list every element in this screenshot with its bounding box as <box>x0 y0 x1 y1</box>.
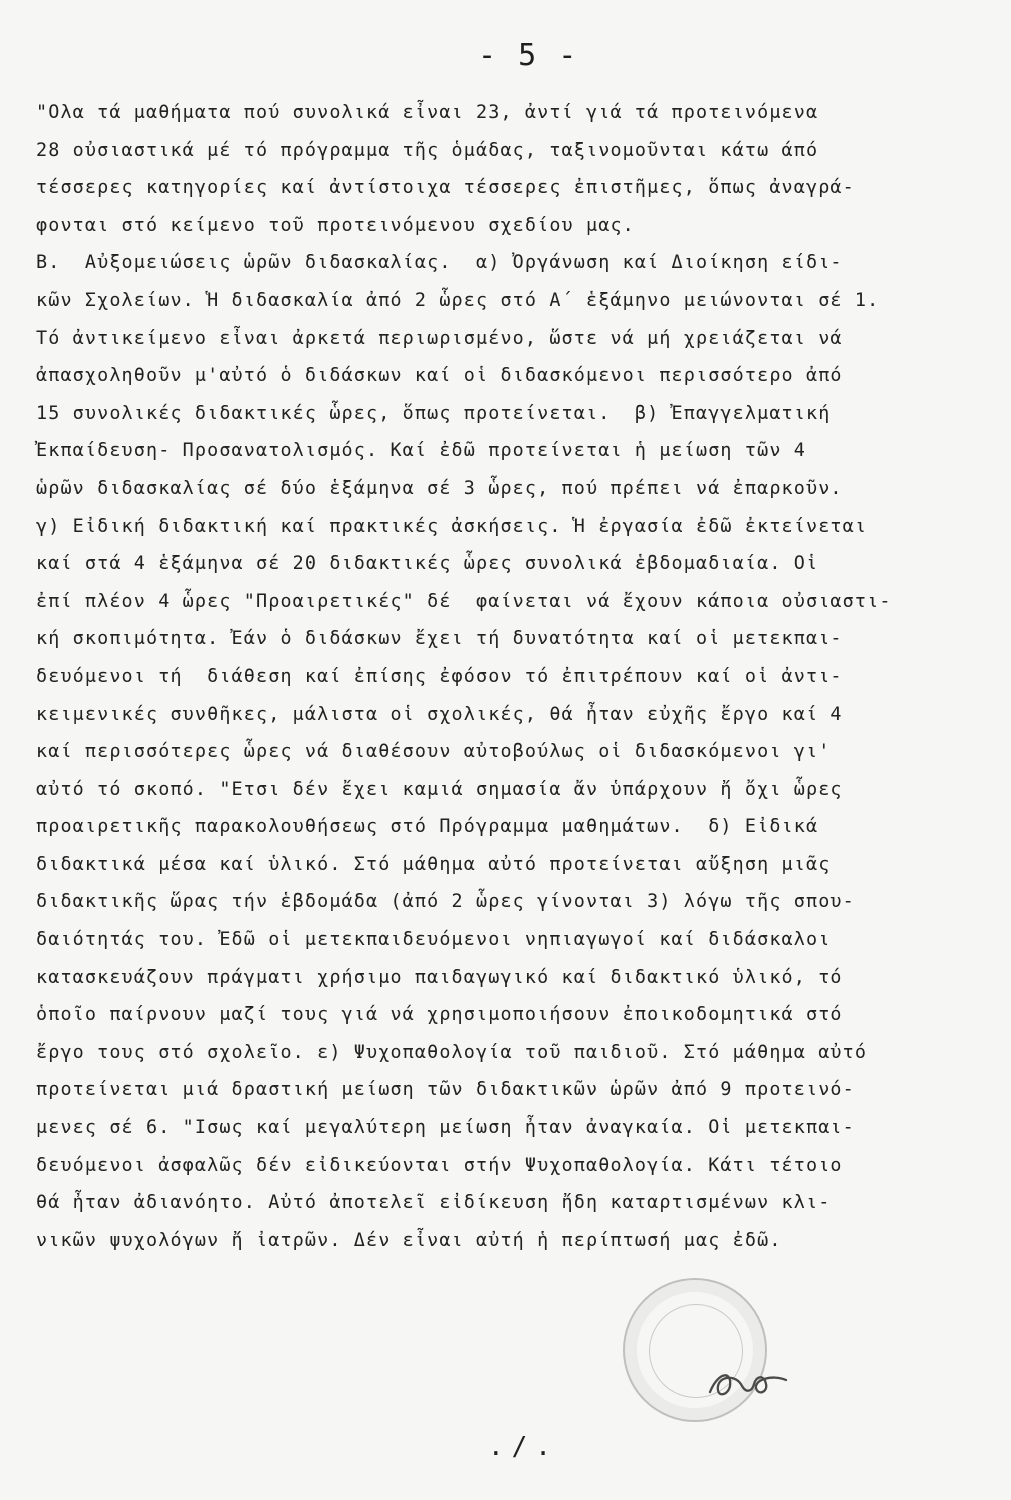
text-line: κῶν Σχολείων. Ἡ διδασκαλία ἀπό 2 ὧρες στό Α΄ ἑξάμηνο μειώνονται σέ 1. <box>36 289 880 311</box>
text-line: κατασκευάζουν πράγματι χρήσιμο παιδαγωγικό καί διδακτικό ὑλικό, τό <box>36 966 843 988</box>
text-line: ἀπασχοληθοῦν μ'αὐτό ὁ διδάσκων καί οἱ διδασκόμενοι περισσότερο ἀπό <box>36 365 843 387</box>
text-line: μενες σέ 6. "Ισως καί μεγαλύτερη μείωση ἦταν ἀναγκαία. Οἱ μετεκπαι- <box>36 1117 855 1139</box>
text-line: φονται στό κείμενο τοῦ προτεινόμενου σχεδίου μας. <box>36 214 635 236</box>
text-line: διδακτικῆς ὥρας τήν ἑβδομάδα (ἀπό 2 ὧρες γίνονται 3) λόγω τῆς σπου- <box>36 891 855 913</box>
text-line: 15 συνολικές διδακτικές ὧρες, ὅπως προτείνεται. β) Ἐπαγγελματική <box>36 402 831 424</box>
text-line: προαιρετικῆς παρακολουθήσεως στό Πρόγραμμα μαθημάτων. δ) Εἰδικά <box>36 816 819 838</box>
text-line: ἐπί πλέον 4 ὧρες "Προαιρετικές" δέ φαίνεται νά ἔχουν κάποια οὐσιαστι- <box>36 590 892 612</box>
text-line: καί στά 4 ἑξάμηνα σέ 20 διδακτικές ὧρες συνολικά ἑβδομαδιαία. Οἱ <box>36 553 819 575</box>
continuation-mark: ./. <box>488 1432 559 1462</box>
text-line: γ) Εἰδική διδακτική καί πρακτικές ἀσκήσεις. Ἡ ἐργασία ἐδῶ ἐκτείνεται <box>36 515 868 537</box>
text-line: αὐτό τό σκοπό. "Ετσι δέν ἔχει καμιά σημασία ἄν ὑπάρχουν ἤ ὄχι ὧρες <box>36 778 843 800</box>
page-number: - 5 - <box>478 38 579 73</box>
text-line: δαιότητάς του. Ἐδῶ οἱ μετεκπαιδευόμενοι νηπιαγωγοί καί διδάσκαλοι <box>36 929 831 951</box>
text-line: προτείνεται μιά δραστική μείωση τῶν διδακτικῶν ὡρῶν ἀπό 9 προτεινό- <box>36 1079 855 1101</box>
text-line: Ἐκπαίδευση- Προσανατολισμός. Καί ἐδῶ προτείνεται ἡ μείωση τῶν 4 <box>36 440 806 462</box>
text-line: "Ολα τά μαθήματα πού συνολικά εἶναι 23, ἀντί γιά τά προτεινόμενα <box>36 102 819 123</box>
handwritten-signature <box>706 1362 790 1408</box>
text-line: ἔργο τους στό σχολεῖο. ε) Ψυχοπαθολογία τοῦ παιδιοῦ. Στό μάθημα αὐτό <box>36 1041 868 1063</box>
text-line: νικῶν ψυχολόγων ἤ ἰατρῶν. Δέν εἶναι αὐτή ἡ περίπτωσή μας ἐδῶ. <box>36 1229 782 1251</box>
text-line: ὁποῖο παίρνουν μαζί τους γιά νά χρησιμοποιήσουν ἐποικοδομητικά στό <box>36 1004 843 1026</box>
text-line: κειμενικές συνθῆκες, μάλιστα οἱ σχολικές, θά ἦταν εὐχῆς ἔργο καί 4 <box>36 703 843 725</box>
text-line: ὡρῶν διδασκαλίας σέ δύο ἑξάμηνα σέ 3 ὧρες, πού πρέπει νά ἐπαρκοῦν. <box>36 477 843 499</box>
text-line: τέσσερες κατηγορίες καί ἀντίστοιχα τέσσερες ἐπιστῆμες, ὅπως ἀναγρά- <box>36 177 855 199</box>
body-text <box>36 94 996 1259</box>
text-line: διδακτικά μέσα καί ὑλικό. Στό μάθημα αὐτό προτείνεται αὔξηση μιᾶς <box>36 853 831 875</box>
text-line: Τό ἀντικείμενο εἶναι ἀρκετά περιωρισμένο, ὥστε νά μή χρειάζεται νά <box>36 327 843 349</box>
text-line: δευόμενοι τή διάθεση καί ἐπίσης ἐφόσον τό ἐπιτρέπουν καί οἱ ἀντι- <box>36 665 843 687</box>
text-line: καί περισσότερες ὧρες νά διαθέσουν αὐτοβούλως οἱ διδασκόμενοι γι' <box>36 741 831 763</box>
text-line: 28 οὐσιαστικά μέ τό πρόγραμμα τῆς ὁμάδας, ταξινομοῦνται κάτω άπό <box>36 139 819 161</box>
text-line: κή σκοπιμότητα. Ἐάν ὁ διδάσκων ἔχει τή δυνατότητα καί οἱ μετεκπαι- <box>36 628 843 650</box>
text-line: θά ἦταν ἀδιανόητο. Αὐτό ἀποτελεῖ εἰδίκευση ἤδη καταρτισμένων κλι- <box>36 1192 831 1214</box>
text-line: Β. Αὐξομειώσεις ὡρῶν διδασκαλίας. α) Ὀργάνωση καί Διοίκηση είδι- <box>36 252 843 274</box>
text-line: δευόμενοι ἀσφαλῶς δέν εἰδικεύονται στήν Ψυχοπαθολογία. Κάτι τέτοιο <box>36 1154 843 1176</box>
